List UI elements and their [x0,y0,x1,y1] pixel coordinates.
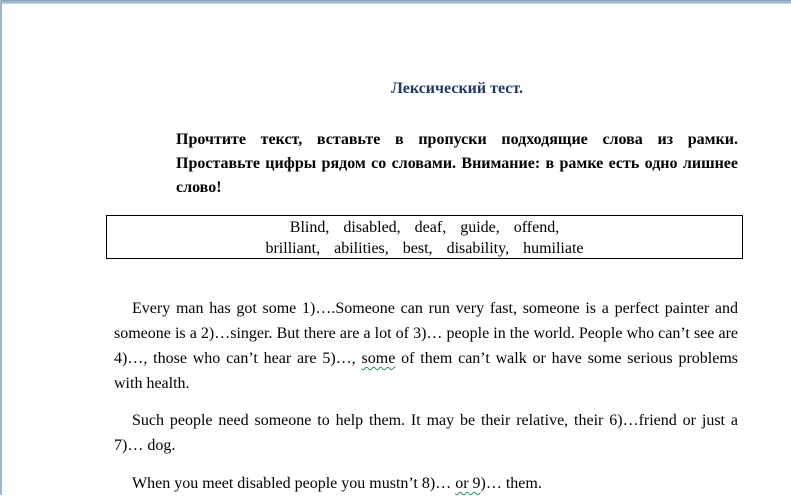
paragraph-3-text-a: When you meet disabled people you mustn’t 8)… [132,475,456,492]
window-top-border [0,0,791,4]
word-item: guide, [460,219,500,236]
word-item: offend, [513,219,560,236]
instruction-text: Прочтите текст, вставьте в пропуски подходящие слова из рамки. Проставьте цифры рядом со словами. Внимание: в рамке есть одно лишнее слово! [176,131,738,196]
word-item: deaf, [414,219,447,236]
window-left-border [0,0,2,495]
word-item: best, [402,240,433,257]
spellcheck-flag[interactable]: some [361,350,396,367]
word-item: abilities, [334,240,389,257]
word-item: humiliate [523,240,584,257]
paragraph-1-text-b: of them can’t walk or have some serious problems with health. [114,350,739,392]
word-item: disability, [446,240,510,257]
page-title: Лексический тест. [390,80,524,97]
paragraph-1 [114,296,738,396]
word-item: brilliant, [265,240,321,257]
word-item: Blind, [289,219,330,236]
word-box-line-1 [107,217,742,238]
word-item: disabled, [343,219,401,236]
paragraph-3-text-b: )… them. [480,475,542,492]
word-box-line-2 [107,238,742,259]
paragraph-2: Such people need someone to help them. It may be their relative, their 6)…friend or just a 7)… dog. [114,412,738,454]
spellcheck-flag[interactable]: or 9 [455,475,481,492]
paragraph-3 [114,471,738,496]
paragraph-1-text-a: Every man has got some 1)….Someone can run very fast, someone is a perfect painter and someone is a 2)…singer. But there are a lot of 3)… people in the world. People who can’t see are 4)…, those who can’t hear are 5)…, [114,300,738,367]
word-box [106,215,743,259]
